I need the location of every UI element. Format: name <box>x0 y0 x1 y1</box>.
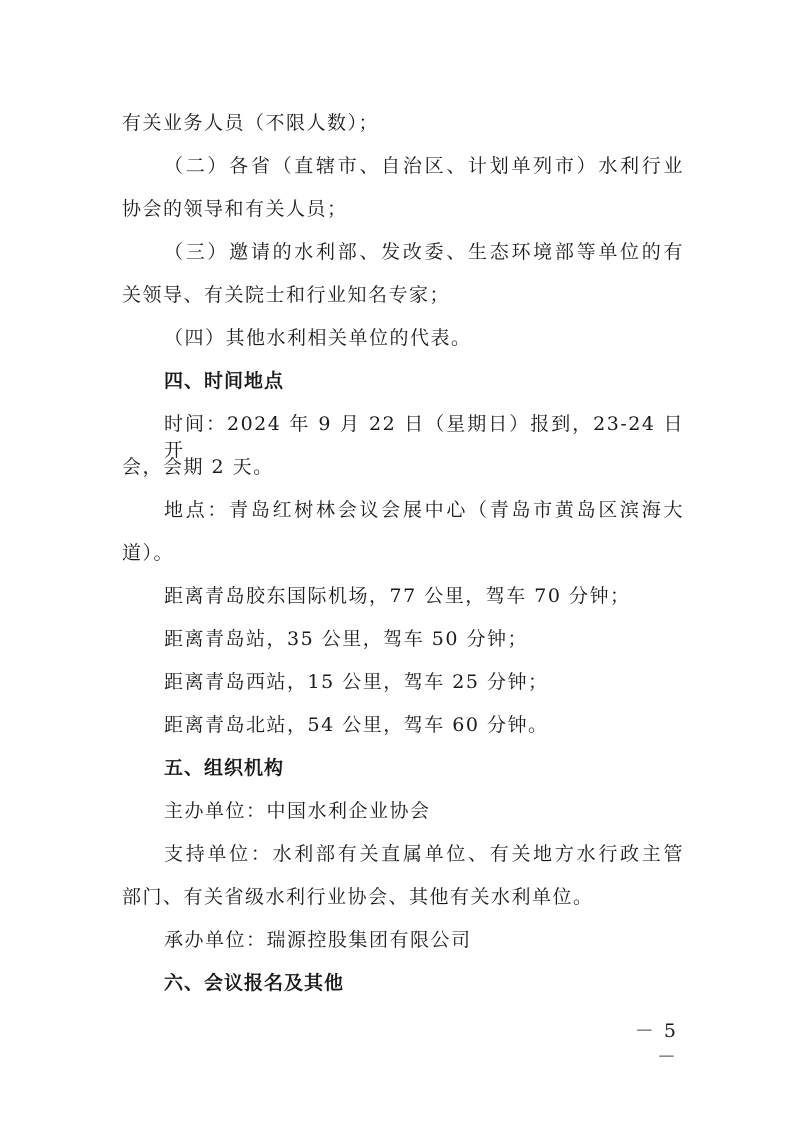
paragraph-line: （三）邀请的水利部、发改委、生态环境部等单位的有 <box>164 241 684 263</box>
paragraph-line: 距离青岛西站，15 公里，驾车 25 分钟； <box>164 671 549 693</box>
section-heading: 五、组织机构 <box>164 757 285 779</box>
paragraph-line: 协会的领导和有关人员； <box>122 198 348 220</box>
paragraph-line: 主办单位：中国水利企业协会 <box>164 800 431 822</box>
section-heading: 四、时间地点 <box>164 370 285 392</box>
paragraph-line: 地点：青岛红树林会议会展中心（青岛市黄岛区滨海大 <box>164 499 684 521</box>
paragraph-line: 承办单位：瑞源控股集团有限公司 <box>164 929 472 951</box>
page-number: － 5 － <box>634 1020 678 1068</box>
paragraph-line: 道）。 <box>122 542 175 564</box>
paragraph-line: 有关业务人员（不限人数）； <box>122 112 380 134</box>
paragraph-line: （四）其他水利相关单位的代表。 <box>164 327 472 349</box>
section-heading: 六、会议报名及其他 <box>164 972 345 994</box>
paragraph-line: 支持单位：水利部有关直属单位、有关地方水行政主管 <box>164 843 684 865</box>
paragraph-line: 距离青岛北站，54 公里，驾车 60 分钟。 <box>164 714 549 736</box>
paragraph-line: 时间：2024 年 9 月 22 日（星期日）报到，23-24 日开 <box>164 413 684 461</box>
paragraph-line: 距离青岛胶东国际机场，77 公里，驾车 70 分钟； <box>164 585 631 607</box>
paragraph-line: 会，会期 2 天。 <box>122 456 274 478</box>
paragraph-line: 部门、有关省级水利行业协会、其他有关水利单位。 <box>122 886 594 908</box>
paragraph-line: （二）各省（直辖市、自治区、计划单列市）水利行业 <box>164 155 684 177</box>
paragraph-line: 关领导、有关院士和行业知名专家； <box>122 284 451 306</box>
paragraph-line: 距离青岛站，35 公里，驾车 50 分钟； <box>164 628 528 650</box>
